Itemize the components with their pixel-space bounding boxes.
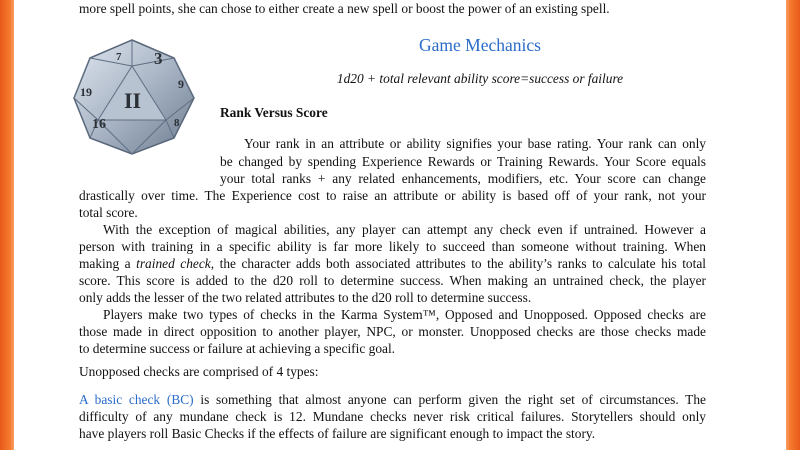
dice-face-19: 19 (80, 85, 92, 99)
para3-line-3: to determine success or failure at achieving a specific goal. (79, 341, 396, 356)
formula-text: 1d20 + total relevant ability score=success or failure (336, 71, 624, 86)
page-border-left (0, 0, 14, 450)
trained-check-term: trained check (136, 256, 211, 271)
para2-line-4: score. This score is added to the d20 roll to determine success. When making an untrained check, the player (79, 273, 706, 288)
para2-line-3-start: making a (79, 256, 137, 271)
basic-check-term: A basic check (BC) (79, 392, 194, 407)
dice-face-7: 7 (116, 51, 122, 63)
para2-line-3-end: , the character adds both associated attributes to the ability’s ranks to calculate his total (210, 256, 706, 271)
unopposed-intro: Unopposed checks are comprised of 4 types: (79, 364, 319, 379)
dice-face-3: 3 (154, 49, 163, 68)
d20-dice-icon (70, 38, 198, 156)
basic-check-line-1-rest: is something that almost anyone can perform given the right set of circumstances. The (193, 392, 706, 407)
basic-check-line-2: difficulty of any mundane check is 12. Mundane checks never risk critical failures. Storytellers should only (79, 409, 706, 424)
para2-line-1: With the exception of magical abilities, any player can attempt any check even if untrained. However a (103, 222, 706, 237)
basic-check-line-1 (79, 391, 706, 409)
intro-tail-text: more spell points, she can chose to either create a new spell or boost the power of an existing spell. (79, 1, 610, 16)
dice-face-8: 8 (174, 117, 180, 129)
basic-check-line-3: have players roll Basic Checks if the effects of failure are significant enough to impact the story. (79, 426, 596, 441)
dice-face-9: 9 (178, 77, 184, 91)
para1-line-3: your total ranks + any related enhancements, modifiers, etc. Your score can change (220, 171, 706, 186)
page-border-right (786, 0, 800, 450)
para3-line-1: Players make two types of checks in the Karma System™, Opposed and Unopposed. Opposed checks are (103, 307, 706, 322)
para1-line-4: drastically over time. The Experience cost to raise an attribute or ability is based off of your rank, not your (79, 188, 706, 203)
section-title: Game Mechanics (419, 35, 541, 55)
subsection-title: Rank Versus Score (220, 105, 328, 120)
para2-line-5: only adds the lesser of the two related attributes to the d20 roll to determine success. (79, 290, 532, 305)
para2-line-2: person with training in a specific ability is far more likely to succeed than someone without training. When (79, 239, 706, 254)
para2-line-3 (79, 255, 706, 273)
para3-line-2: those made in direct opposition to another player, NPC, or monster. Unopposed checks are those checks made (79, 324, 706, 339)
para1-line-5: total score. (79, 205, 138, 220)
para1-line-2: be changed by spending Experience Rewards or Training Rewards. Your Score equals (220, 154, 706, 169)
para1-line-1: Your rank in an attribute or ability signifies your base rating. Your rank can only (244, 136, 706, 151)
dice-face-11: II (124, 88, 142, 113)
dice-face-16: 16 (92, 117, 106, 132)
